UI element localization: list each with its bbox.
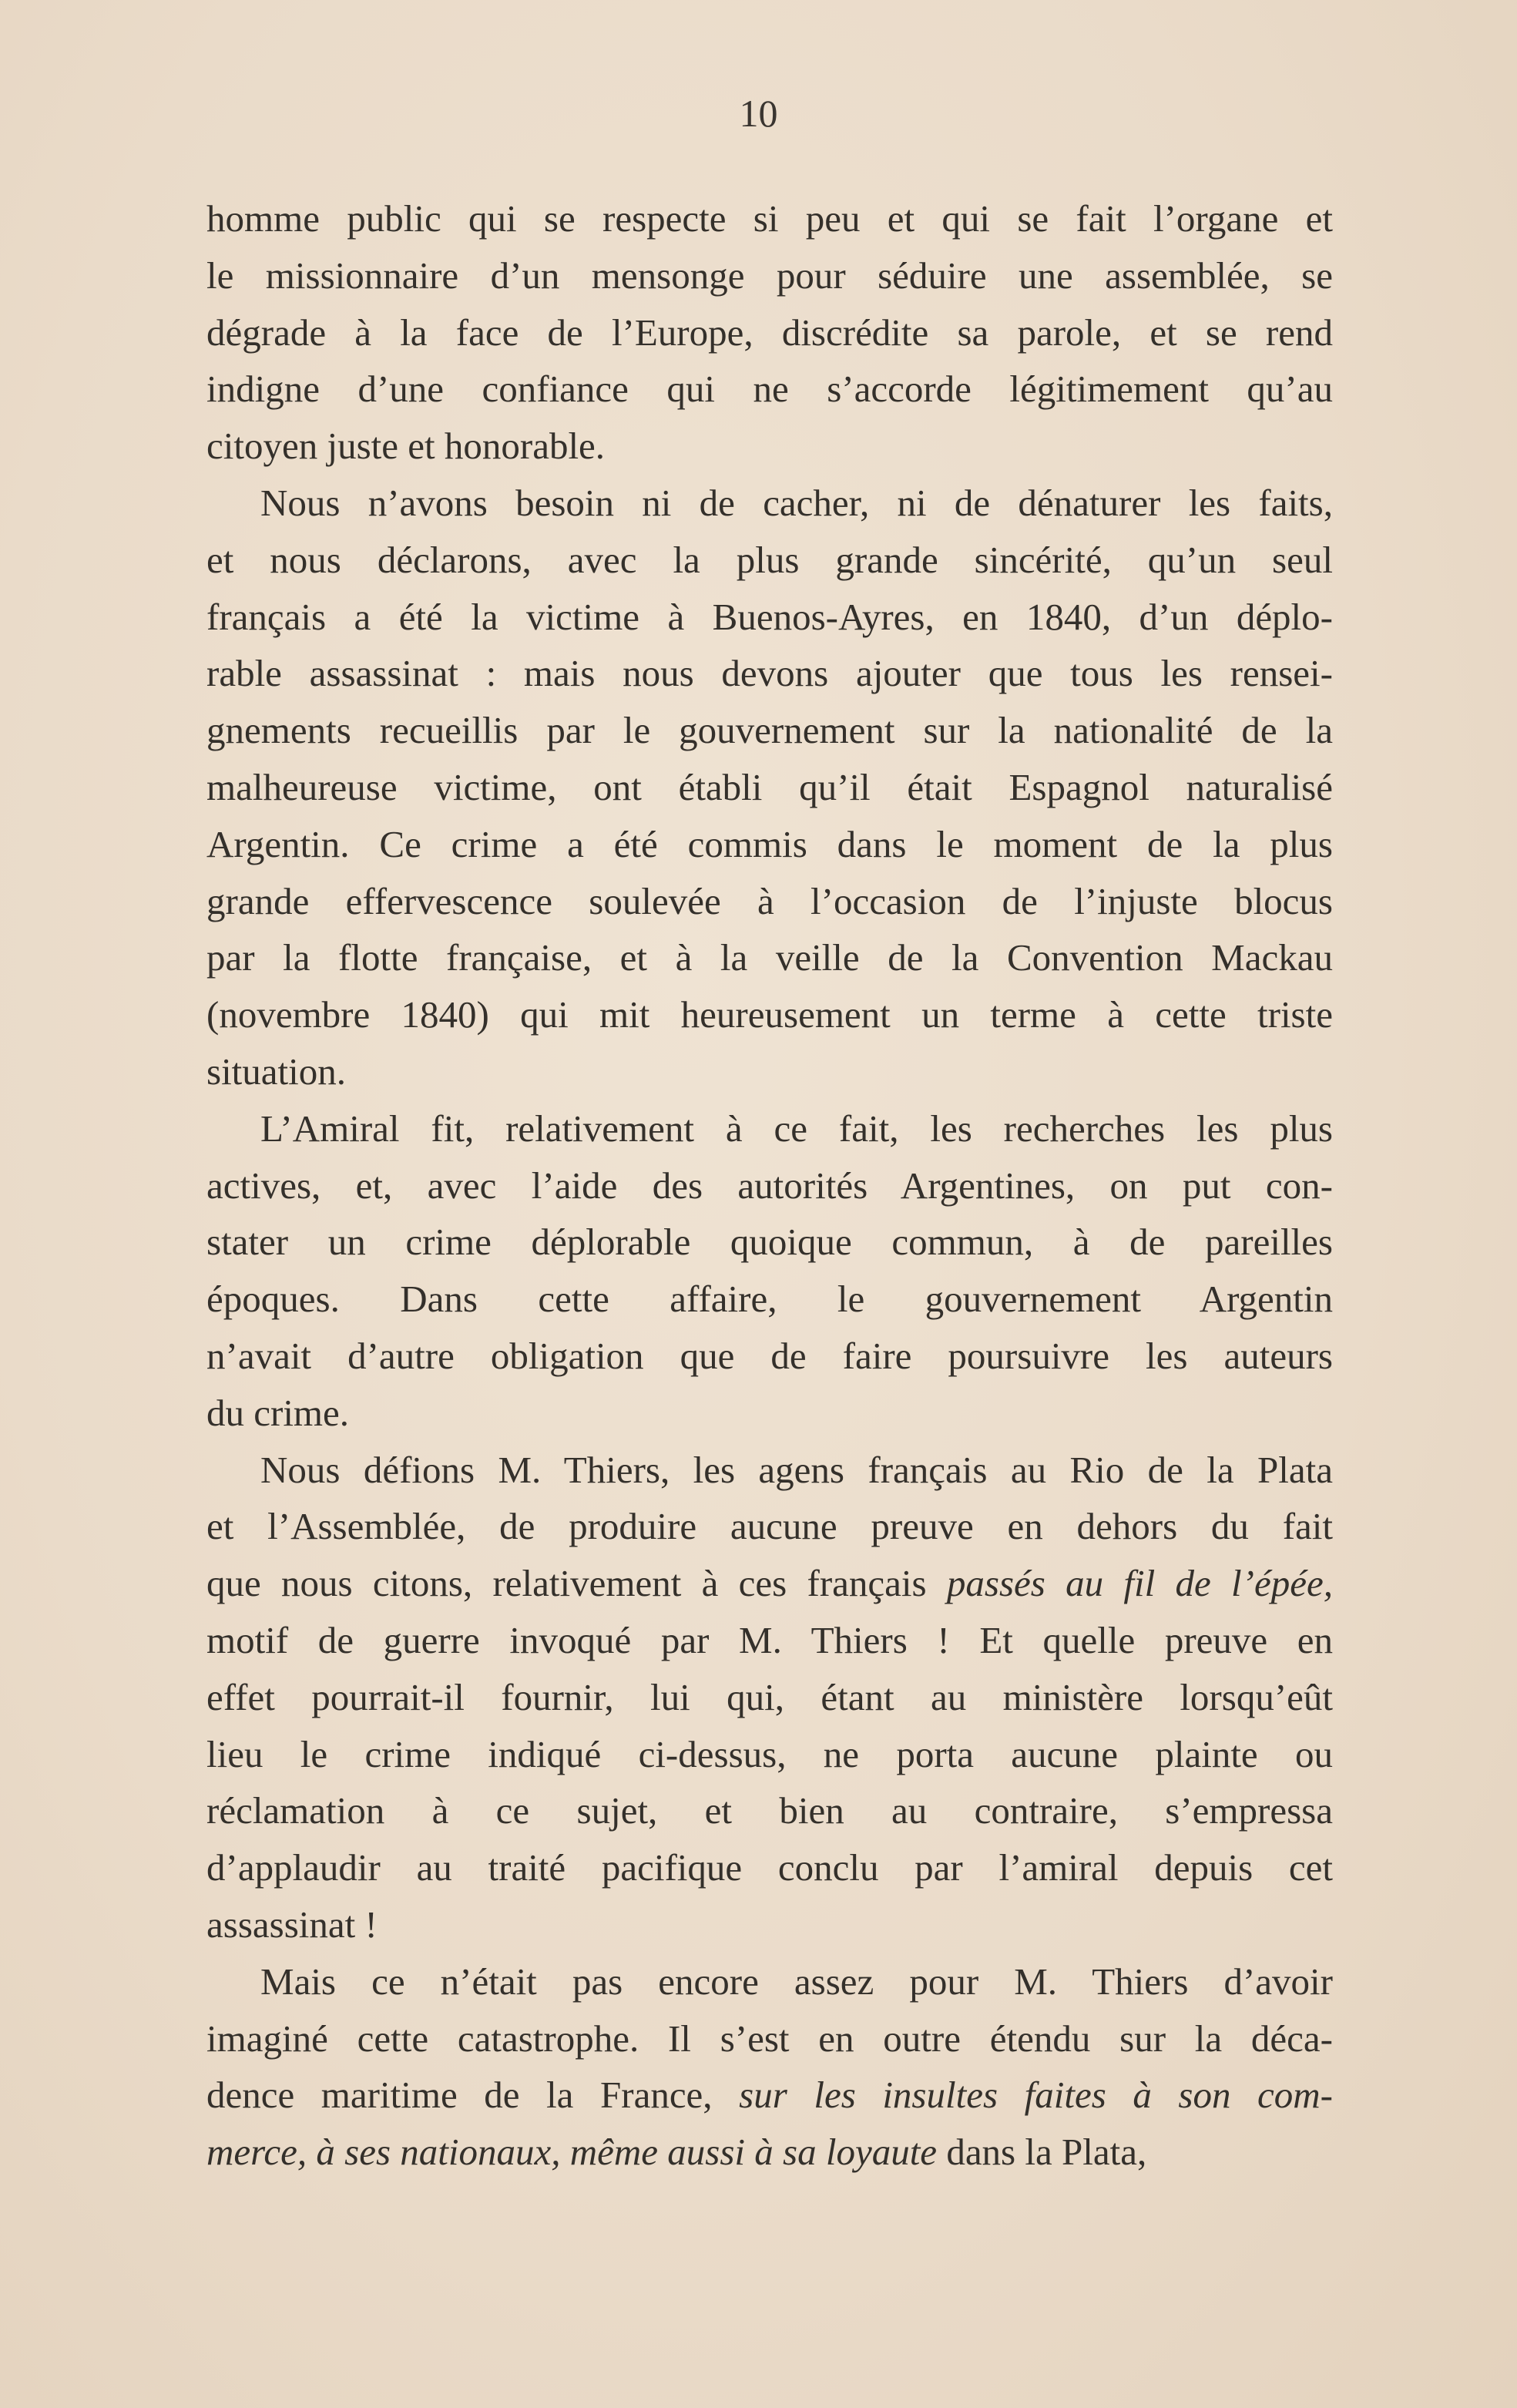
line-text: et nous déclarons, avec la plus grande sincérité, qu’un seul (206, 538, 1333, 581)
text-line (206, 645, 1333, 702)
line-text: grande effervescence soulevée à l’occasion de l’injuste blocus (206, 879, 1333, 922)
paragraph (206, 475, 1333, 1100)
text-line (206, 418, 1333, 475)
line-text: indigne d’une confiance qui ne s’accorde légitimement qu’au (206, 368, 1333, 411)
text-line (206, 873, 1333, 930)
text-line (206, 2067, 1333, 2124)
text-line (206, 589, 1333, 646)
line-text: effet pourrait-il fournir, lui qui, étant au ministère lorsqu’eût (206, 1675, 1333, 1718)
line-text: que nous citons, relativement à ces français (206, 1562, 947, 1605)
text-line (206, 1839, 1333, 1896)
line-text: citoyen juste et honorable. (206, 425, 606, 468)
paragraph (206, 1442, 1333, 1953)
line-text: français a été la victime à Buenos-Ayres, en 1840, d’un déplo- (206, 595, 1333, 638)
italic-text: sur les insultes faites à son com- (739, 2074, 1333, 2117)
line-text: rable assassinat : mais nous devons ajouter que tous les rensei- (206, 652, 1333, 695)
line-text: situation. (206, 1050, 347, 1093)
text-line (206, 2124, 1333, 2181)
text-line (206, 1612, 1333, 1669)
line-text: actives, et, avec l’aide des autorités Argentines, on put con- (206, 1164, 1333, 1207)
text-line (206, 1442, 1333, 1499)
text-line (206, 759, 1333, 816)
text-line (206, 1385, 1333, 1442)
text-line (206, 986, 1333, 1043)
italic-text: passés au fil de l’épée, (946, 1562, 1333, 1605)
text-line (206, 1726, 1333, 1783)
text-line (206, 1328, 1333, 1385)
line-text: assassinat ! (206, 1903, 378, 1946)
line-text: Nous défions M. Thiers, les agens français au Rio de la Plata (260, 1448, 1333, 1491)
italic-text: merce, à ses nationaux, même aussi à sa loyaute (206, 2131, 938, 2174)
paragraph (206, 1953, 1333, 2181)
line-text: dence maritime de la France, (206, 2074, 740, 2117)
line-text: gnements recueillis par le gouvernement sur la nationalité de la (206, 709, 1333, 752)
line-text: du crime. (206, 1391, 350, 1434)
text-line (206, 1157, 1333, 1214)
line-text: dans la Plata, (937, 2131, 1147, 2174)
text-line (206, 532, 1333, 589)
text-line (206, 1043, 1333, 1100)
text-line (206, 1271, 1333, 1328)
page-number: 10 (739, 92, 778, 135)
line-text: homme public qui se respecte si peu et qui se fait l’organe et (206, 197, 1333, 240)
line-text: motif de guerre invoqué par M. Thiers ! Et quelle preuve en (206, 1618, 1333, 1661)
line-text: (novembre 1840) qui mit heureusement un terme à cette triste (206, 993, 1333, 1036)
text-line (206, 2010, 1333, 2067)
text-line (206, 304, 1333, 361)
line-text: le missionnaire d’un mensonge pour séduire une assemblée, se (206, 254, 1333, 297)
line-text: d’applaudir au traité pacifique conclu par l’amiral depuis cet (206, 1846, 1333, 1889)
line-text: et l’Assemblée, de produire aucune preuve en dehors du fait (206, 1505, 1333, 1548)
paragraph (206, 1100, 1333, 1442)
text-line (206, 1669, 1333, 1726)
line-text: imaginé cette catastrophe. Il s’est en outre étendu sur la déca- (206, 2017, 1333, 2060)
text-line (206, 475, 1333, 532)
line-text: Argentin. Ce crime a été commis dans le moment de la plus (206, 822, 1333, 865)
line-text: Mais ce n’était pas encore assez pour M. Thiers d’avoir (260, 1960, 1333, 2003)
body-text (206, 190, 1333, 2181)
line-text: lieu le crime indiqué ci-dessus, ne porta aucune plainte ou (206, 1732, 1333, 1775)
line-text: n’avait d’autre obligation que de faire poursuivre les auteurs (206, 1334, 1333, 1377)
line-text: Nous n’avons besoin ni de cacher, ni de dénaturer les faits, (260, 481, 1333, 524)
text-line (206, 929, 1333, 986)
line-text: L’Amiral fit, relativement à ce fait, les recherches les plus (260, 1107, 1333, 1150)
text-line (206, 247, 1333, 304)
paragraph (206, 190, 1333, 475)
text-line (206, 1896, 1333, 1953)
text-line (206, 1214, 1333, 1271)
line-text: dégrade à la face de l’Europe, discrédite sa parole, et se rend (206, 311, 1333, 354)
line-text: malheureuse victime, ont établi qu’il était Espagnol naturalisé (206, 765, 1333, 808)
text-line (206, 1555, 1333, 1612)
line-text: par la flotte française, et à la veille de la Convention Mackau (206, 936, 1333, 979)
text-line (206, 1782, 1333, 1839)
line-text: réclamation à ce sujet, et bien au contraire, s’empressa (206, 1789, 1333, 1832)
text-line (206, 1953, 1333, 2010)
text-line (206, 702, 1333, 759)
line-text: époques. Dans cette affaire, le gouvernement Argentin (206, 1278, 1333, 1321)
text-line (206, 361, 1333, 418)
text-line (206, 816, 1333, 873)
text-line (206, 1498, 1333, 1555)
text-line (206, 190, 1333, 247)
line-text: stater un crime déplorable quoique commun, à de pareilles (206, 1221, 1333, 1264)
text-line (206, 1100, 1333, 1157)
